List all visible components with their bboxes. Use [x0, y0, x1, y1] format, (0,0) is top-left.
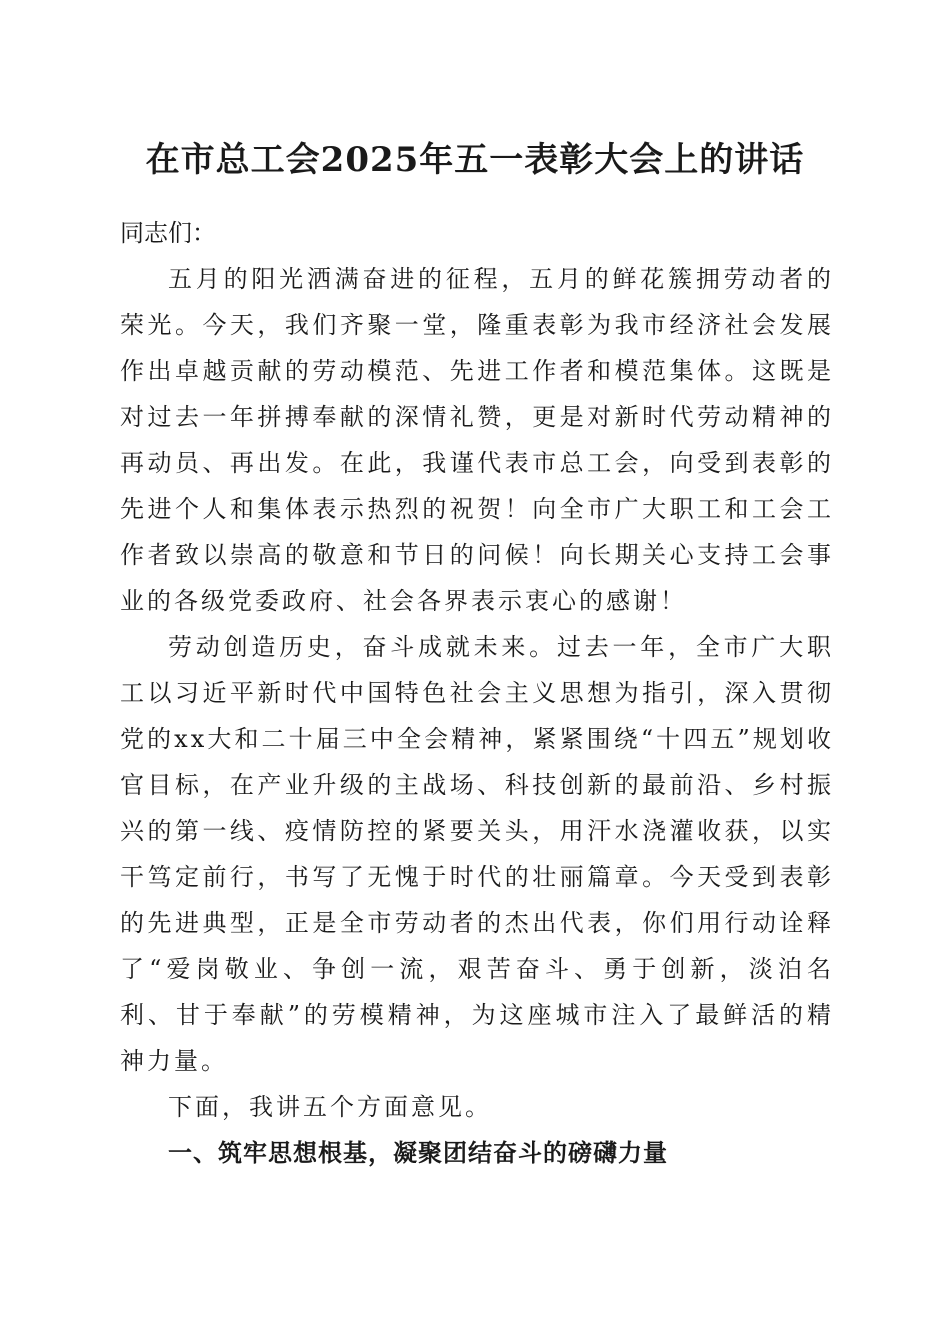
- paragraph-review: 劳动创造历史，奋斗成就未来。过去一年，全市广大职工以习近平新时代中国特色社会主义思想为指引，深入贯彻党的xx大和二十届三中全会精神，紧紧围绕“十四五”规划收官目标，在产业升级的主战场、科技创新的最前沿、乡村振兴的第一线、疫情防控的紧要关头，用汗水浇灌收获，以实干笃定前行，书写了无愧于时代的壮丽篇章。今天受到表彰的先进典型，正是全市劳动者的杰出代表，你们用行动诠释了“爱岗敬业、争创一流，艰苦奋斗、勇于创新，淡泊名利、甘于奉献”的劳模精神，为这座城市注入了最鲜活的精神力量。: [120, 633, 834, 1075]
- paragraph-outline: 下面，我讲五个方面意见。: [168, 1093, 492, 1121]
- document-body: [120, 210, 834, 1176]
- paragraph-opening: 五月的阳光洒满奋进的征程，五月的鲜花簇拥劳动者的荣光。今天，我们齐聚一堂，隆重表彰为我市经济社会发展作出卓越贡献的劳动模范、先进工作者和模范集体。这既是对过去一年拼搏奉献的深情礼赞，更是对新时代劳动精神的再动员、再出发。在此，我谨代表市总工会，向受到表彰的先进个人和集体表示热烈的祝贺！向全市广大职工和工会工作者致以崇高的敬意和节日的问候！向长期关心支持工会事业的各级党委政府、社会各界表示衷心的感谢！: [120, 265, 834, 615]
- salutation: 同志们：: [120, 219, 216, 247]
- section-heading-1: 一、筑牢思想根基，凝聚团结奋斗的磅礴力量: [168, 1139, 668, 1167]
- document-title: 在市总工会2025年五一表彰大会上的讲话: [145, 140, 805, 180]
